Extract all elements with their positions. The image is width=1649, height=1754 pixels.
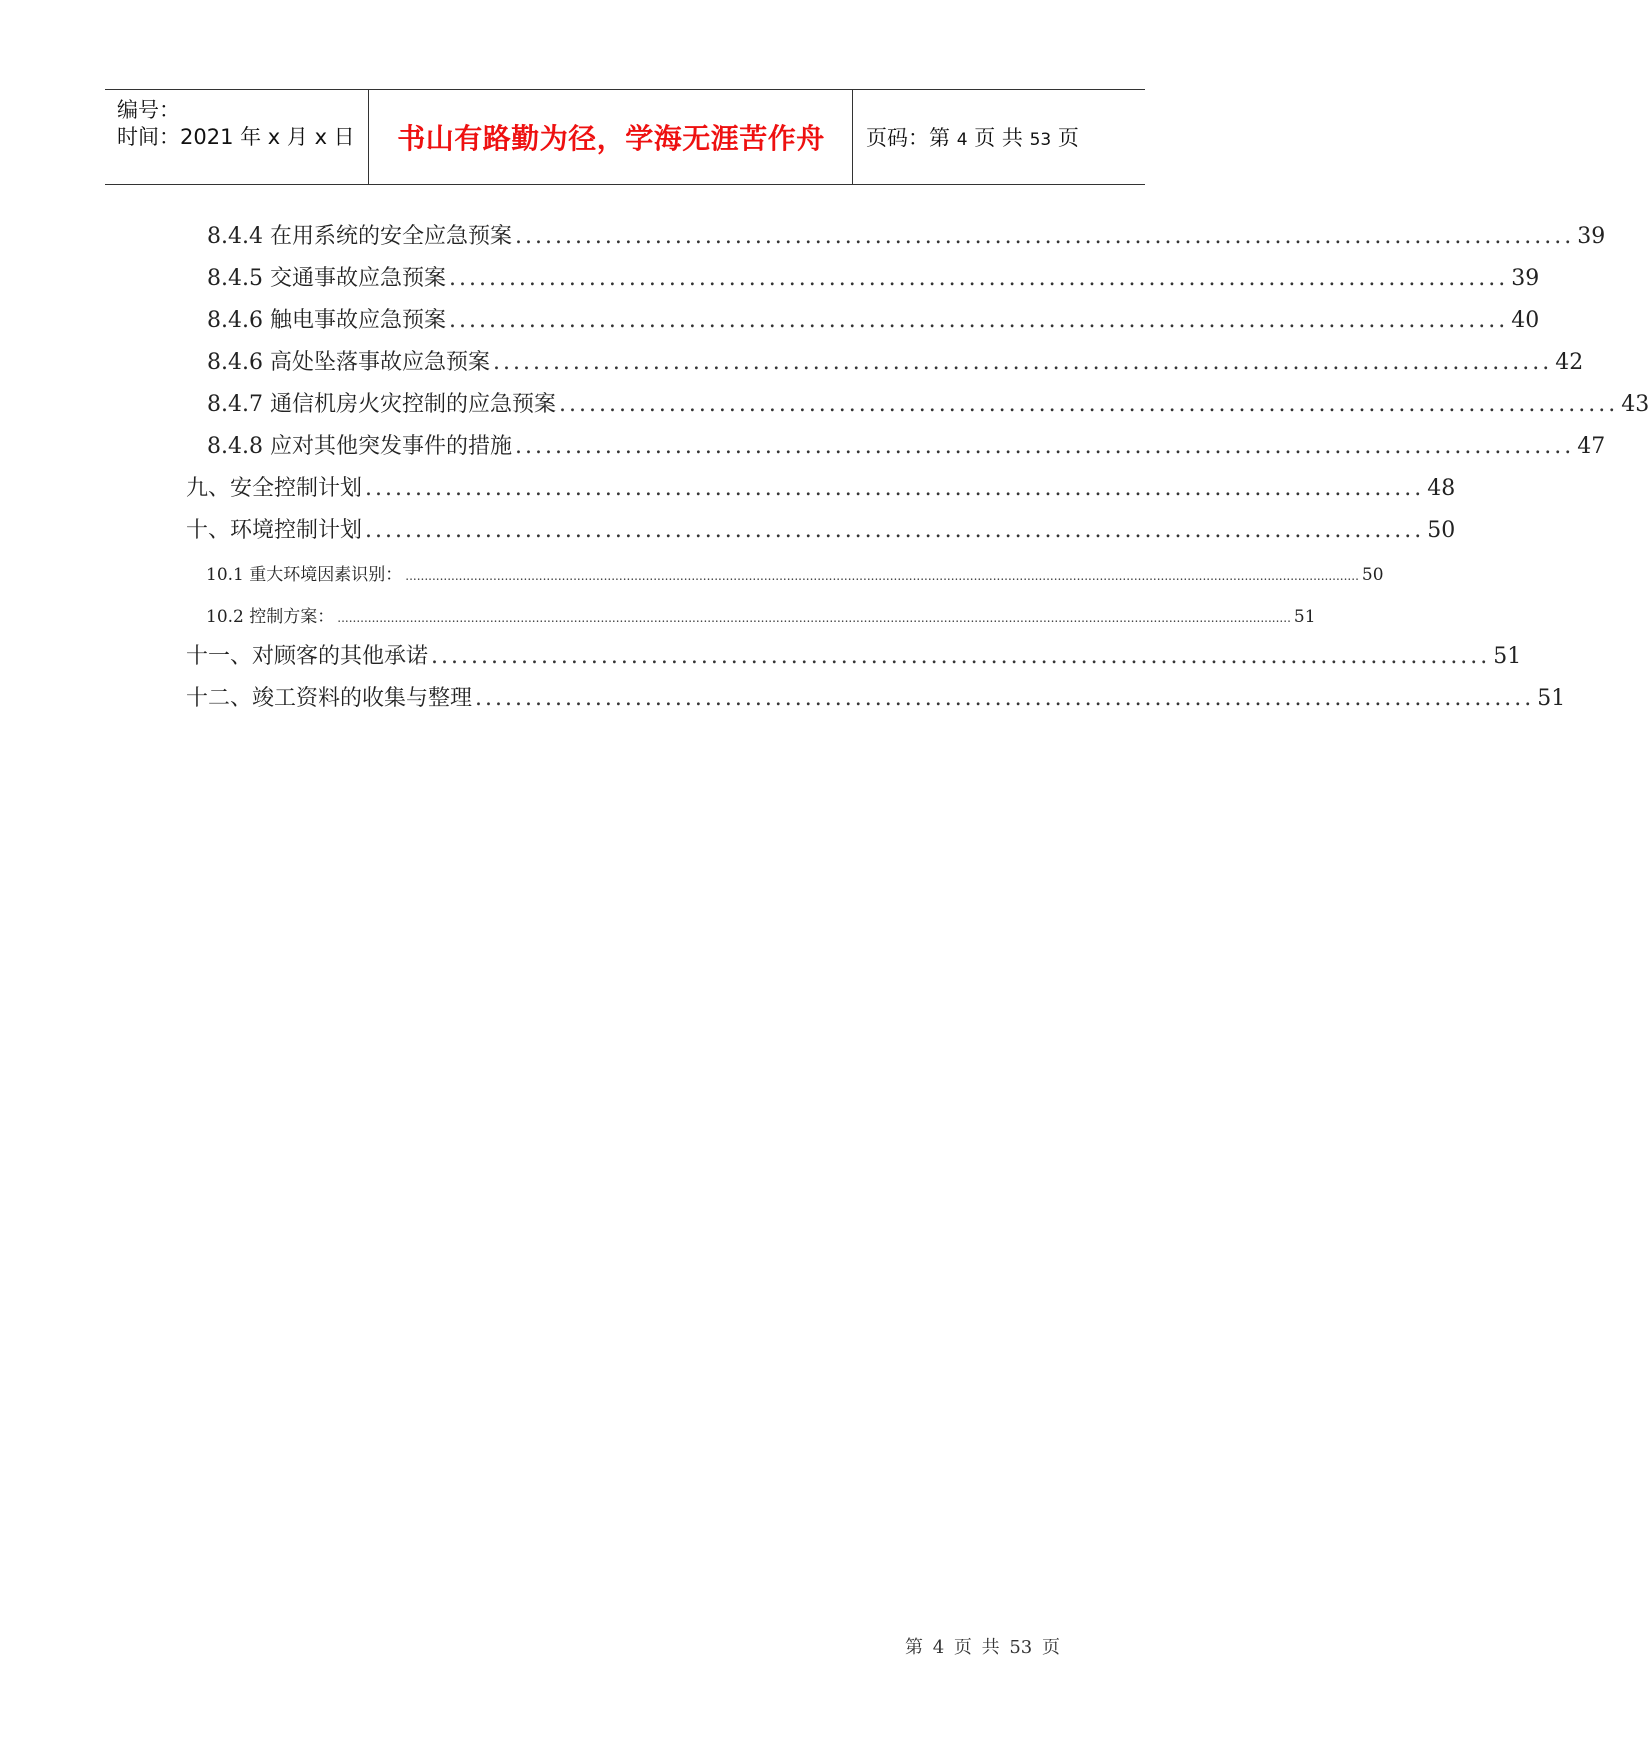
toc-entry-title: 十、环境控制计划	[186, 518, 363, 543]
toc-entry-title: 8.4.8 应对其他突发事件的措施	[207, 434, 512, 459]
toc-entry-page: 50	[1361, 565, 1384, 585]
toc-entry-title: 8.4.6 触电事故应急预案	[207, 308, 446, 333]
motto-text: 书山有路勤为径，学海无涯苦作舟	[397, 122, 825, 155]
toc-leader-dots: ..........................................................................................................	[448, 308, 1509, 333]
toc-leader-dots: ..........................................................................................................	[365, 518, 1425, 543]
toc-leader-dots: ..........................................................................................................	[365, 476, 1425, 501]
toc-entry[interactable]	[207, 219, 1606, 249]
toc-leader-dots: ..........................................................................................................	[475, 686, 1535, 711]
toc-leader-dots: ..........................................................................................................................................................................................................................................................	[405, 569, 1359, 583]
toc-entry-page: 40	[1511, 308, 1540, 333]
toc-entry-title: 十二、竣工资料的收集与整理	[186, 686, 473, 711]
page-header	[105, 89, 1145, 185]
toc-entry-page: 50	[1427, 518, 1456, 543]
page-footer: 第 4 页 共 53 页	[905, 1637, 1060, 1658]
toc-leader-dots: ..........................................................................................................	[492, 350, 1553, 375]
toc-leader-dots: ..........................................................................................................	[514, 224, 1575, 249]
header-motto-cell	[370, 90, 853, 184]
toc-entry[interactable]	[186, 639, 1522, 669]
toc-entry[interactable]	[207, 429, 1606, 459]
header-page-cell	[854, 90, 1145, 184]
toc-leader-dots: ..........................................................................................................................................................................................................................................................	[337, 611, 1291, 625]
toc-entry-title: 十一、对顾客的其他承诺	[186, 644, 429, 669]
toc-entry[interactable]	[186, 513, 1456, 543]
page-prefix: 页码：第	[866, 126, 950, 150]
toc-entry[interactable]	[207, 345, 1584, 375]
toc-entry-title: 8.4.4 在用系统的安全应急预案	[207, 224, 512, 249]
toc-entry[interactable]	[206, 602, 1316, 627]
page-counter	[854, 122, 1079, 152]
date-label: 时间：2021 年 x 月 x 日	[117, 125, 355, 149]
toc-entry-title: 10.2 控制方案：	[206, 607, 335, 627]
toc-leader-dots: ..........................................................................................................	[448, 266, 1509, 291]
page-mid: 页 共	[974, 126, 1023, 150]
toc-entry-page: 47	[1577, 434, 1606, 459]
toc-leader-dots: ..........................................................................................................	[514, 434, 1575, 459]
toc-entry-title: 8.4.6 高处坠落事故应急预案	[207, 350, 490, 375]
page-number: 4	[956, 130, 968, 150]
toc-entry-page: 39	[1511, 266, 1540, 291]
toc-entry-page: 42	[1555, 350, 1584, 375]
toc-entry[interactable]	[207, 261, 1540, 291]
header-info-cell	[105, 90, 369, 184]
toc-entry[interactable]	[207, 387, 1649, 417]
toc-entry-title: 10.1 重大环境因素识别：	[206, 565, 403, 585]
toc-entry-page: 43	[1621, 392, 1649, 417]
toc-entry-title: 8.4.7 通信机房火灾控制的应急预案	[207, 392, 556, 417]
toc-entry[interactable]	[186, 471, 1456, 501]
toc-entry-page: 51	[1537, 686, 1566, 711]
page-total: 53	[1029, 130, 1052, 150]
toc-entry-page: 51	[1493, 644, 1522, 669]
toc-entry-title: 8.4.5 交通事故应急预案	[207, 266, 446, 291]
toc-entry-page: 39	[1577, 224, 1606, 249]
toc-entry-page: 48	[1427, 476, 1456, 501]
toc-entry-title: 九、安全控制计划	[186, 476, 363, 501]
toc-entry[interactable]	[206, 560, 1384, 585]
page-suffix: 页	[1057, 126, 1079, 150]
toc-leader-dots: ..........................................................................................................	[431, 644, 1491, 669]
serial-number-label: 编号：	[117, 98, 180, 122]
toc-leader-dots: ..........................................................................................................	[558, 392, 1619, 417]
toc-entry[interactable]	[207, 303, 1540, 333]
toc-entry[interactable]	[186, 681, 1566, 711]
toc-entry-page: 51	[1293, 607, 1316, 627]
